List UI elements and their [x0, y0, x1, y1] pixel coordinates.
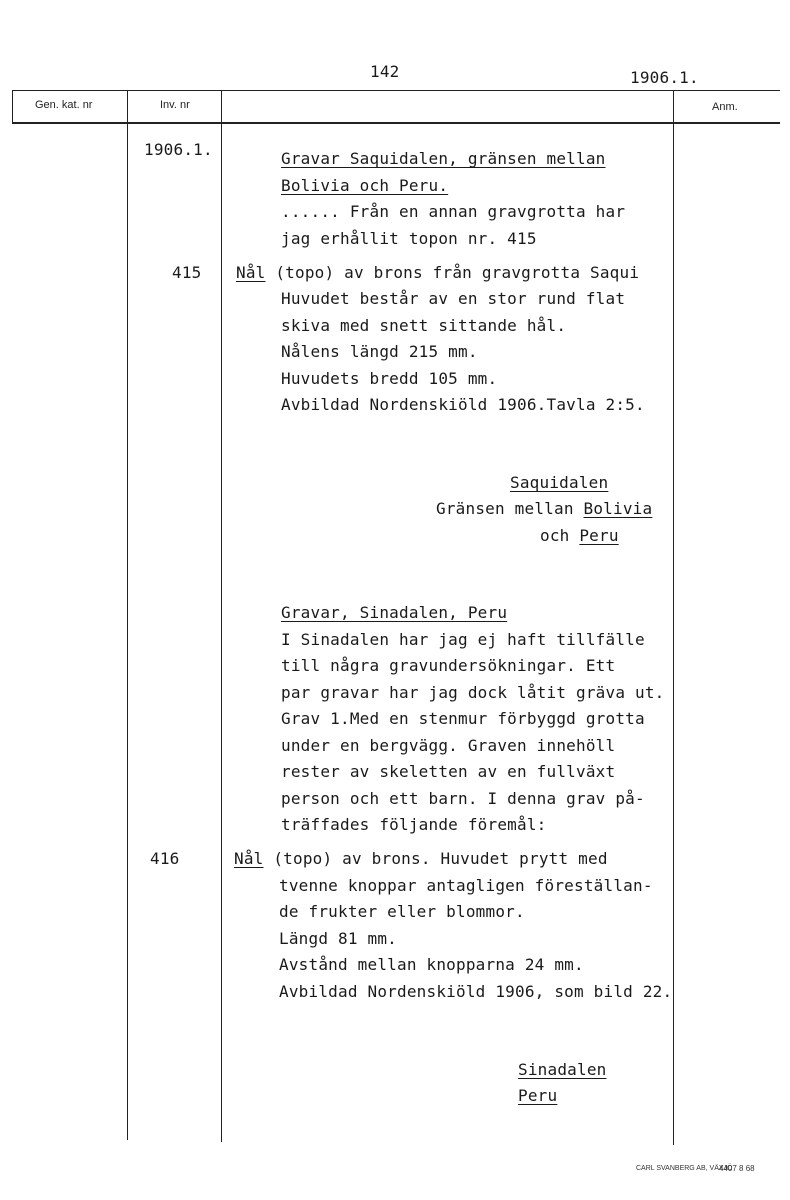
item415-text: (topo) av brons från gravgrotta Saqui [265, 263, 640, 282]
column-header-inv: Inv. nr [160, 99, 190, 111]
section2-text: person och ett barn. I denna grav på- [281, 789, 645, 808]
item416-text: Avstånd mellan knopparna 24 mm. [279, 955, 584, 974]
place2-country: Peru [518, 1086, 558, 1105]
item416-text: de frukter eller blommor. [279, 902, 525, 921]
place1-country-peru: Peru [579, 526, 619, 545]
form-code: 4407 8 68 [719, 1164, 755, 1173]
item415-text: Huvudet består av en stor rund flat [281, 289, 626, 308]
item415-first-line [236, 263, 639, 282]
page-number: 142 [370, 62, 400, 81]
item415-text: Nålens längd 215 mm. [281, 342, 478, 361]
column-divider-desc-anm [673, 90, 674, 1145]
column-header-gen-kat: Gen. kat. nr [35, 99, 93, 111]
section2-text: träffades följande föremål: [281, 815, 547, 834]
item416-text: Längd 81 mm. [279, 929, 397, 948]
printer-mark: CARL SVANBERG AB, VÄXJÖ [636, 1165, 733, 1172]
section2-text: rester av skeletten av en fullväxt [281, 762, 616, 781]
item416-text: (topo) av brons. Huvudet prytt med [263, 849, 608, 868]
section1-text: jag erhållit topon nr. 415 [281, 229, 537, 248]
item415-label: Nål [236, 263, 266, 282]
column-header-anm: Anm. [712, 101, 738, 113]
section2-text: till några gravundersökningar. Ett [281, 656, 616, 675]
place1-country-bolivia: Bolivia [583, 499, 653, 518]
place2-name: Sinadalen [518, 1060, 607, 1079]
item416-first-line [234, 849, 608, 868]
section2-text: under en bergvägg. Graven innehöll [281, 736, 616, 755]
catalog-series-header: 1906.1. [630, 68, 699, 87]
column-divider-gen-inv [127, 90, 128, 1140]
section1-text: ...... Från en annan gravgrotta har [281, 202, 626, 221]
series-inv-number: 1906.1. [144, 140, 213, 159]
place1-and-text: och [540, 526, 580, 545]
item415-text: Avbildad Nordenskiöld 1906.Tavla 2:5. [281, 395, 645, 414]
place1-name: Saquidalen [510, 473, 609, 492]
section2-title: Gravar, Sinadalen, Peru [281, 603, 508, 622]
item415-text: Huvudets bredd 105 mm. [281, 369, 498, 388]
section1-title-cont: Bolivia och Peru. [281, 176, 449, 195]
section2-text: par gravar har jag dock låtit gräva ut. [281, 683, 665, 702]
section1-title: Gravar Saquidalen, gränsen mellan [281, 149, 606, 168]
item416-inv-number: 416 [150, 849, 180, 868]
place1-border [436, 499, 652, 518]
item416-label: Nål [234, 849, 264, 868]
item416-text: tvenne knoppar antagligen föreställan- [279, 876, 653, 895]
section2-text: I Sinadalen har jag ej haft tillfälle [281, 630, 645, 649]
item415-text: skiva med snett sittande hål. [281, 316, 567, 335]
item415-inv-number: 415 [172, 263, 202, 282]
section2-text: Grav 1.Med en stenmur förbyggd grotta [281, 709, 645, 728]
place1-and [540, 526, 619, 545]
column-divider-inv-desc [221, 90, 222, 1142]
place1-border-text: Gränsen mellan [436, 499, 584, 518]
left-border [12, 90, 13, 124]
item416-text: Avbildad Nordenskiöld 1906, som bild 22. [279, 982, 673, 1001]
